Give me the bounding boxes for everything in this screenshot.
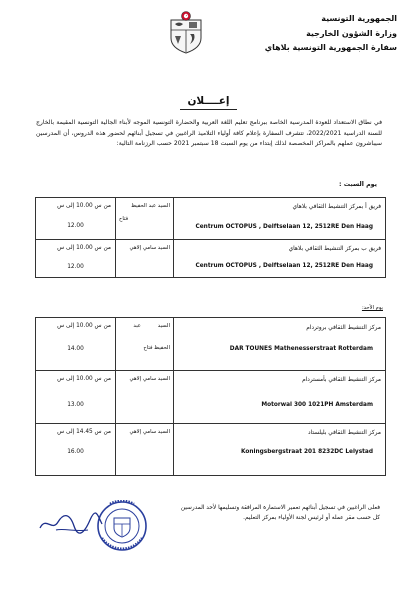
center-address: Centrum OCTOPUS , Delftselaan 12, 2512RE Den Haag [195, 263, 373, 269]
center-address: DAR TOUNES Mathenesserstraat Rotterdam [229, 346, 373, 352]
tunisia-coat-of-arms-icon [168, 10, 204, 54]
saturday-schedule-table [35, 197, 386, 278]
group-label: فريق أ بمركز التنشيط الثقافي بلاهاي [292, 204, 381, 210]
table-row [36, 424, 386, 476]
title-underline [180, 109, 237, 110]
sunday-heading: يوم الأحد: [361, 305, 383, 311]
group-label: فريق ب بمركز التنشيط الثقافي بلاهاي [288, 246, 381, 252]
location-cell [174, 318, 386, 371]
location-cell [174, 240, 386, 278]
time-cell [36, 371, 116, 424]
ministry-header [257, 12, 397, 56]
table-row [36, 198, 386, 240]
time-range: من س 10.00 إلى س [57, 203, 111, 209]
table-row [36, 318, 386, 371]
location-cell [174, 198, 386, 240]
center-label: مركز التنشيط الثقافي بليلستاد [308, 430, 381, 436]
teacher-cell [116, 318, 174, 371]
saturday-heading: يوم السبت : [339, 181, 377, 188]
teacher-cell [116, 240, 174, 278]
end-time: 12.00 [67, 223, 84, 229]
teacher-cell [116, 198, 174, 240]
teacher-name-cont: الحفيظ فتاح [143, 345, 170, 351]
time-cell [36, 424, 116, 476]
intro-paragraph: في نطاق الاستعداد للعودة المدرسية الخاصة ببرنامج تعليم اللغة العربية والحضارة التونسية الموجه لأبناء الجالية التونسية المقيمة بالخارج للسنة الدراسية 2022/2021، تتشرف السفارة بإعلام كافة أولياء التلاميذ الراغبين في تسجيل أبنائهم لحضور هذه الدروس، أن المدرسين سيباشرون عملهم بالمراكز المخصصة لذلك إبتداء من يوم السبت 18 سبتمبر 2021 حسب الرزنامة التالية: [36, 119, 382, 148]
end-time: 12.00 [67, 264, 84, 270]
end-time: 14.00 [67, 346, 84, 352]
teacher-name-cont: فتاح [119, 216, 129, 222]
header-line-3: سفارة الجمهورية التونسية بلاهاي [264, 43, 397, 52]
teacher-name: السيد سامي إلاهي [129, 376, 170, 382]
time-range: من س 10.00 إلى س [57, 245, 111, 251]
center-address: Centrum OCTOPUS , Delftselaan 12, 2512RE Den Haag [195, 224, 373, 230]
center-address: Motorwal 300 1021PH Amsterdam [261, 402, 373, 408]
header-line-1: الجمهورية التونسية [321, 14, 397, 23]
table-row [36, 240, 386, 278]
teacher-name: السيد عبد [133, 323, 170, 329]
location-cell [174, 424, 386, 476]
announcement-title: إعــــلان [187, 95, 230, 107]
time-cell [36, 240, 116, 278]
center-label: مركز التنشيط الثقافي بروتردام [306, 325, 381, 331]
time-range: من س 14.45 إلى س [57, 429, 111, 435]
table-row [36, 371, 386, 424]
teacher-name: السيد سامي إلاهي [129, 245, 170, 251]
teacher-name: السيد سامي إلاهي [129, 429, 170, 435]
time-cell [36, 318, 116, 371]
time-range: من س 10.00 إلى س [57, 376, 111, 382]
location-cell [174, 371, 386, 424]
end-time: 16.00 [67, 449, 84, 455]
time-range: من س 10.00 إلى س [57, 323, 111, 329]
center-label: مركز التنشيط الثقافي بأمستردام [302, 377, 381, 383]
header-line-2: وزارة الشؤون الخارجية [306, 28, 397, 38]
time-cell [36, 198, 116, 240]
signature-icon [36, 508, 106, 538]
teacher-cell [116, 424, 174, 476]
center-address: Koningsbergstraat 201 8232DC Lelystad [240, 449, 373, 455]
teacher-cell [116, 371, 174, 424]
teacher-name: السيد عبد الحفيظ [131, 203, 170, 209]
sunday-schedule-table [35, 317, 386, 476]
end-time: 13.00 [67, 402, 84, 408]
footer-note: فعلى الراغبين في تسجيل أبنائهم تعمير الاستمارة المرافقة وتسليمها لأحد المدرسين كل حسب مقر عمله أو لرئيس لجنة الأولياء بمركز التعليم. [180, 505, 380, 521]
